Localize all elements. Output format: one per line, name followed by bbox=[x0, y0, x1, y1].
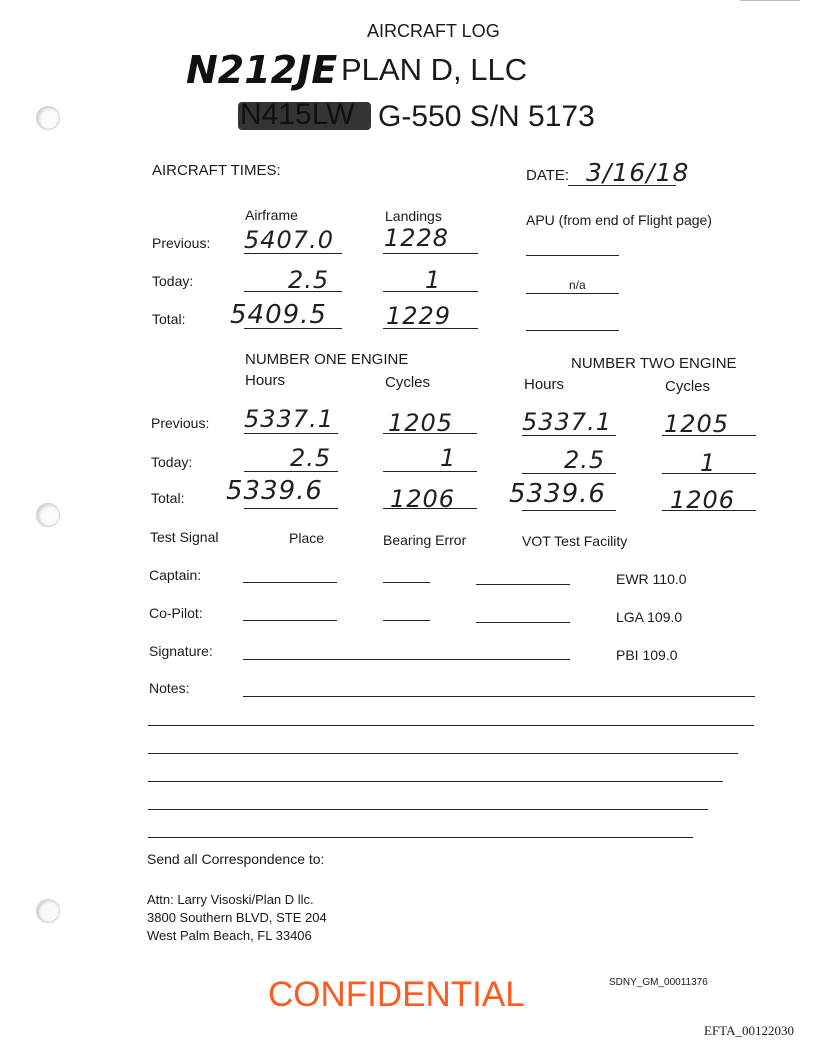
e1-hours-previous-value: 5337.1 bbox=[244, 405, 334, 433]
notes-line bbox=[243, 696, 755, 697]
place-header: Place bbox=[289, 530, 325, 546]
facility-ewr: EWR 110.0 bbox=[616, 571, 687, 587]
facility-lga: LGA 109.0 bbox=[616, 609, 683, 625]
notes-line bbox=[148, 753, 738, 754]
captain-place-line bbox=[243, 582, 337, 583]
apu-today-value: n/a bbox=[569, 278, 586, 292]
e2-hours-today-value: 2.5 bbox=[564, 446, 606, 474]
apu-header: APU (from end of Flight page) bbox=[526, 212, 712, 228]
log-title: AIRCRAFT LOG bbox=[367, 21, 500, 41]
apu-total-line bbox=[526, 330, 619, 331]
confidential-stamp: CONFIDENTIAL bbox=[268, 975, 525, 1014]
correspondence-heading: Send all Correspondence to: bbox=[147, 851, 325, 867]
strike-out-scribble bbox=[238, 102, 371, 130]
e2-cycles-today-value: 1 bbox=[700, 449, 717, 477]
engine-row-label-today: Today: bbox=[151, 454, 193, 470]
address-line: West Palm Beach, FL 33406 bbox=[147, 928, 312, 943]
landings-previous-value: 1228 bbox=[384, 224, 450, 252]
facility-pbi: PBI 109.0 bbox=[616, 647, 678, 663]
engine-two-cycles-header: Cycles bbox=[665, 378, 711, 395]
e1-hours-previous-line bbox=[244, 433, 338, 434]
engine-one-hours-header: Hours bbox=[245, 372, 286, 389]
e1-cycles-today-value: 1 bbox=[440, 444, 457, 472]
engine-row-label-previous: Previous: bbox=[151, 415, 210, 431]
bearing-error-header: Bearing Error bbox=[383, 532, 467, 548]
date-label: DATE: bbox=[526, 167, 570, 184]
notes-line bbox=[148, 781, 723, 782]
copilot-facility-line bbox=[476, 622, 570, 623]
row-label-today: Today: bbox=[152, 273, 194, 289]
notes-line bbox=[148, 809, 708, 810]
e1-hours-total-value: 5339.6 bbox=[226, 476, 323, 506]
captain-bearing-line bbox=[383, 582, 430, 583]
binder-hole bbox=[36, 899, 60, 923]
row-label-previous: Previous: bbox=[152, 235, 211, 251]
copilot-place-line bbox=[243, 620, 337, 621]
captain-label: Captain: bbox=[149, 567, 202, 583]
captain-facility-line bbox=[476, 584, 570, 585]
e2-cycles-previous-value: 1205 bbox=[664, 410, 730, 438]
e1-hours-today-value: 2.5 bbox=[290, 444, 332, 472]
copilot-label: Co-Pilot: bbox=[149, 605, 203, 621]
engine-one-heading: NUMBER ONE ENGINE bbox=[245, 351, 409, 368]
engine-row-label-total: Total: bbox=[151, 490, 185, 506]
binder-hole bbox=[36, 503, 60, 527]
e1-cycles-today-line bbox=[383, 471, 477, 472]
notes-line bbox=[148, 837, 693, 838]
owner-name: PLAN D, LLC bbox=[341, 52, 528, 87]
e1-cycles-previous-value: 1205 bbox=[388, 409, 454, 437]
e2-hours-previous-value: 5337.1 bbox=[522, 408, 612, 436]
address-line: Attn: Larry Visoski/Plan D llc. bbox=[147, 892, 314, 907]
bates-number: SDNY_GM_00011376 bbox=[609, 977, 708, 988]
binder-hole bbox=[36, 106, 60, 130]
e1-hours-total-line bbox=[244, 508, 338, 509]
vot-facility-header: VOT Test Facility bbox=[522, 533, 628, 549]
e1-cycles-total-value: 1206 bbox=[390, 485, 456, 513]
date-value: 3/16/18 bbox=[586, 158, 690, 187]
test-signal-header: Test Signal bbox=[150, 529, 219, 545]
landings-total-value: 1229 bbox=[386, 302, 452, 330]
engine-two-heading: NUMBER TWO ENGINE bbox=[571, 355, 737, 372]
e2-hours-total-line bbox=[522, 510, 616, 511]
notes-line bbox=[148, 725, 754, 726]
airframe-header: Airframe bbox=[245, 207, 298, 223]
efta-number: EFTA_00122030 bbox=[704, 1023, 794, 1038]
copilot-bearing-line bbox=[383, 620, 430, 621]
notes-label: Notes: bbox=[149, 680, 190, 696]
engine-two-hours-header: Hours bbox=[524, 376, 565, 393]
airframe-total-value: 5409.5 bbox=[230, 300, 327, 330]
struck-tail-number bbox=[240, 98, 355, 132]
airframe-previous-value: 5407.0 bbox=[244, 226, 334, 254]
e2-cycles-total-value: 1206 bbox=[670, 486, 736, 514]
aircraft-times-heading: AIRCRAFT TIMES: bbox=[152, 162, 281, 179]
row-label-total: Total: bbox=[152, 311, 186, 327]
engine-one-cycles-header: Cycles bbox=[385, 374, 431, 391]
landings-header: Landings bbox=[385, 208, 442, 224]
aircraft-model: G-550 S/N 5173 bbox=[378, 100, 595, 133]
apu-previous-line bbox=[526, 255, 619, 256]
apu-today-line bbox=[526, 293, 619, 294]
scan-edge bbox=[740, 0, 800, 1]
e2-hours-total-value: 5339.6 bbox=[509, 479, 606, 509]
tail-number-handwritten: N212JE bbox=[186, 48, 338, 92]
airframe-today-value: 2.5 bbox=[288, 266, 330, 294]
landings-today-value: 1 bbox=[425, 266, 442, 294]
address-line: 3800 Southern BLVD, STE 204 bbox=[147, 910, 327, 925]
signature-label: Signature: bbox=[149, 643, 213, 659]
signature-line bbox=[243, 659, 570, 660]
landings-previous-line bbox=[383, 253, 478, 254]
